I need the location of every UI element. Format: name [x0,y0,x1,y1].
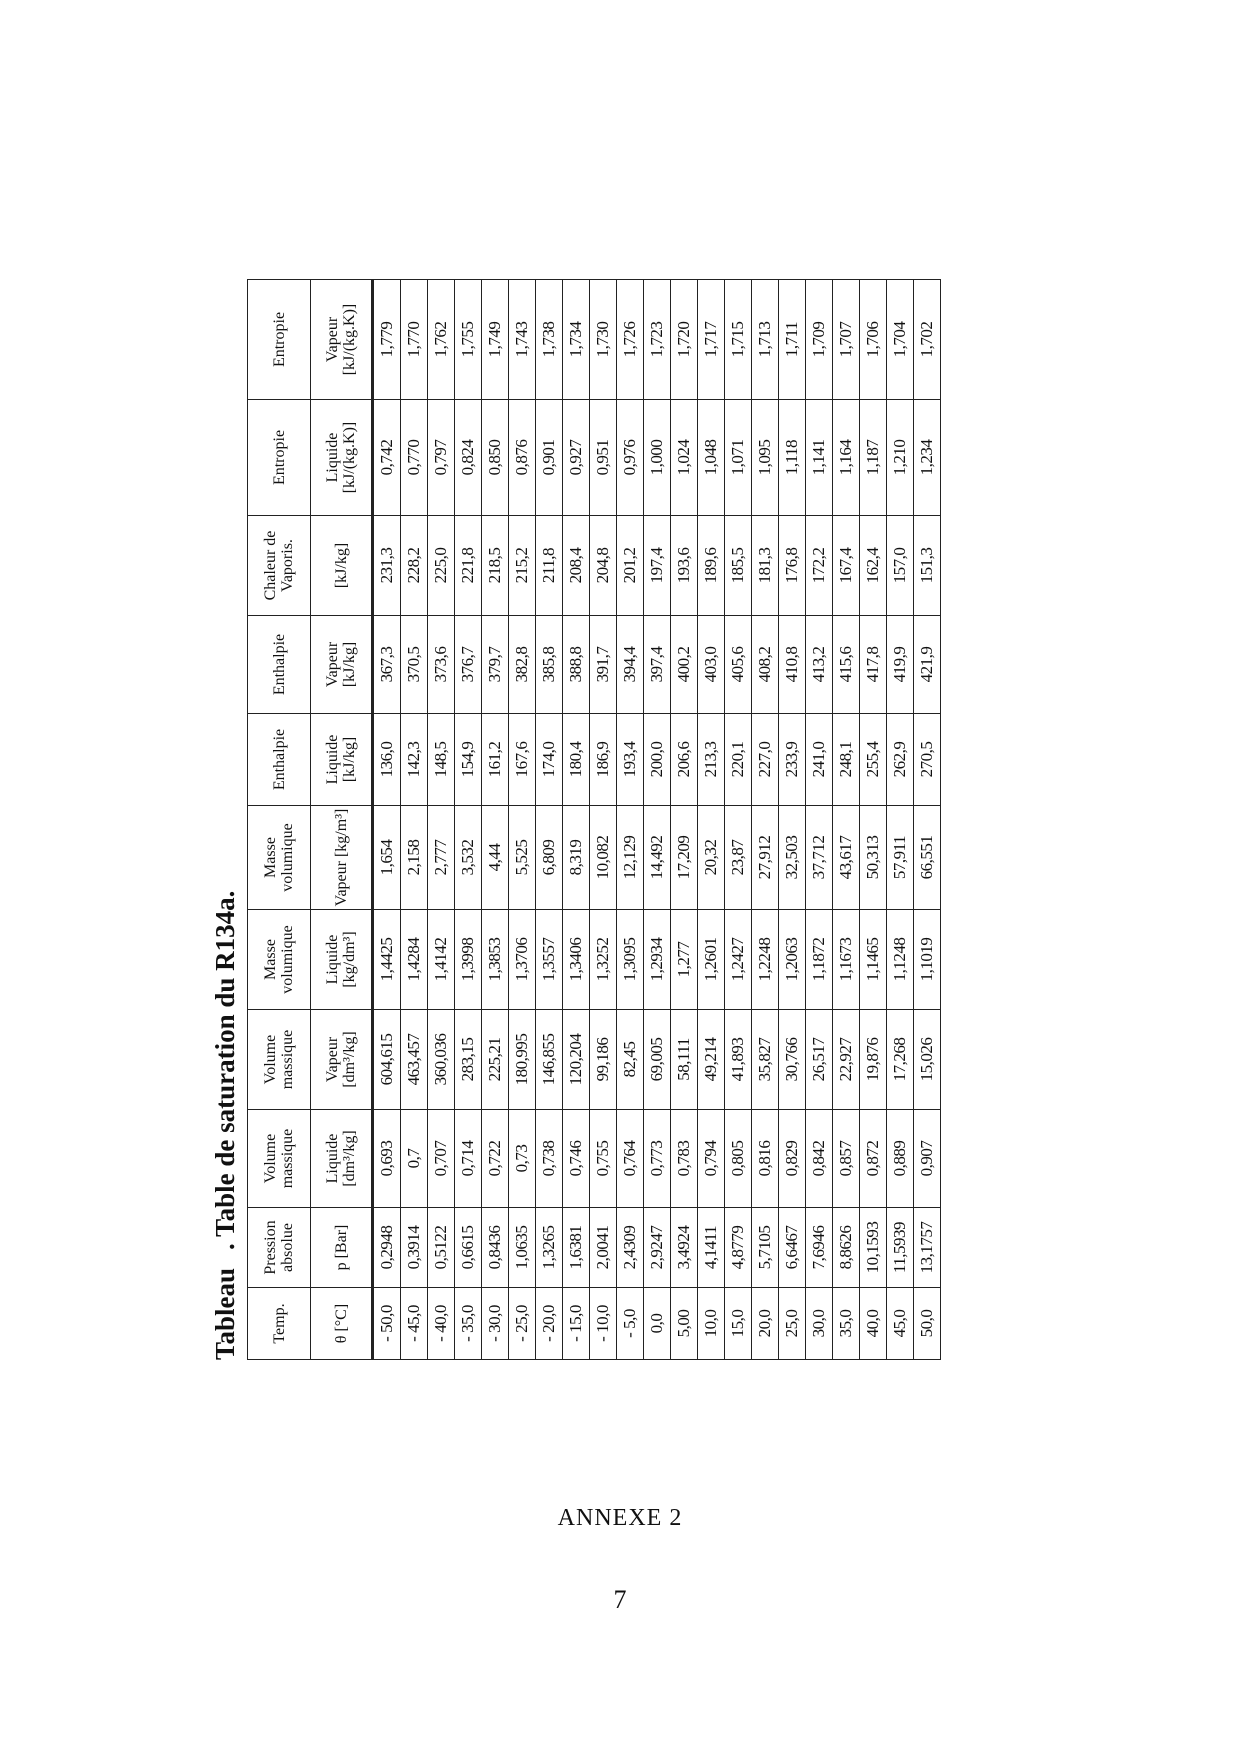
table-cell: 1,706 [860,280,887,400]
table-cell: 41,893 [725,1010,752,1110]
table-cell: 388,8 [563,616,590,714]
table-cell: 2,158 [401,806,428,910]
table-cell: 201,2 [617,516,644,616]
header-top-cell: Enthalpie [248,616,311,714]
table-cell: 1,702 [914,280,941,400]
table-cell: 17,268 [887,1010,914,1110]
table-cell: 370,5 [401,616,428,714]
header-sub-cell: Liquide [kJ/kg] [311,714,373,806]
table-cell: 32,503 [779,806,806,910]
table-cell: 1,3557 [536,910,563,1010]
table-cell: - 15,0 [563,1288,590,1360]
table-cell: 225,0 [428,516,455,616]
table-cell: 15,0 [725,1288,752,1360]
header-top-cell: Enthalpie [248,714,311,806]
table-cell: 1,654 [373,806,401,910]
table-cell: 0,794 [698,1110,725,1208]
table-cell: 1,6381 [563,1208,590,1288]
table-cell: 37,712 [806,806,833,910]
table-cell: 193,6 [671,516,698,616]
table-cell: 367,3 [373,616,401,714]
table-cell: 1,1673 [833,910,860,1010]
table-cell: 0,714 [455,1110,482,1208]
saturation-table [247,279,941,1360]
table-cell: 20,32 [698,806,725,910]
header-sub-cell: Vapeur [kg/m³] [311,806,373,910]
table-cell: 142,3 [401,714,428,806]
table-cell: 0,783 [671,1110,698,1208]
table-cell: 1,048 [698,400,725,516]
header-sub-cell: Vapeur [dm³/kg] [311,1010,373,1110]
table-cell: 0,850 [482,400,509,516]
table-row [752,280,779,1360]
table-cell: 161,2 [482,714,509,806]
table-cell: 397,4 [644,616,671,714]
table-cell: 1,738 [536,280,563,400]
table-cell: 0,722 [482,1110,509,1208]
table-cell: 1,071 [725,400,752,516]
table-cell: 25,0 [779,1288,806,1360]
page-number: 7 [613,1585,627,1614]
table-cell: 0,857 [833,1110,860,1208]
table-cell: 6,6467 [779,1208,806,1288]
table-title [210,280,241,1360]
table-cell: 66,551 [914,806,941,910]
table-cell: 0,73 [509,1110,536,1208]
table-cell: 1,210 [887,400,914,516]
table-cell: 14,492 [644,806,671,910]
table-cell: 69,005 [644,1010,671,1110]
table-cell: 0,742 [373,400,401,516]
table-cell: 1,734 [563,280,590,400]
table-cell: 1,3095 [617,910,644,1010]
table-cell: 11,5939 [887,1208,914,1288]
table-cell: 10,0 [698,1288,725,1360]
table-row [455,280,482,1360]
table-row [725,280,752,1360]
header-top-cell: Volume massique [248,1110,311,1208]
table-title-prefix: Tableau [210,1267,240,1360]
table-cell: 421,9 [914,616,941,714]
table-cell: 4,44 [482,806,509,910]
table-cell: 1,711 [779,280,806,400]
table-cell: 413,2 [806,616,833,714]
table-cell: 1,1019 [914,910,941,1010]
table-cell: 283,15 [455,1010,482,1110]
table-cell: 82,45 [617,1010,644,1110]
table-cell: 148,5 [428,714,455,806]
table-cell: 1,2934 [644,910,671,1010]
table-cell: 1,749 [482,280,509,400]
table-cell: 27,912 [752,806,779,910]
table-cell: 1,720 [671,280,698,400]
table-cell: 1,0635 [509,1208,536,1288]
table-cell: 221,8 [455,516,482,616]
table-cell: 1,3252 [590,910,617,1010]
table-cell: 0,872 [860,1110,887,1208]
table-cell: 154,9 [455,714,482,806]
table-cell: 0,951 [590,400,617,516]
header-row-sub [311,280,373,1360]
table-cell: 30,766 [779,1010,806,1110]
header-top-cell: Masse volumique [248,806,311,910]
table-cell: - 40,0 [428,1288,455,1360]
table-cell: 403,0 [698,616,725,714]
table-cell: 1,704 [887,280,914,400]
annexe-label: ANNEXE 2 [557,1505,683,1531]
table-cell: 382,8 [509,616,536,714]
table-row [536,280,563,1360]
table-cell: - 30,0 [482,1288,509,1360]
table-cell: 2,777 [428,806,455,910]
table-cell: 185,5 [725,516,752,616]
table-cell: 200,0 [644,714,671,806]
table-cell: 1,095 [752,400,779,516]
table-row [914,280,941,1360]
table-cell: 7,6946 [806,1208,833,1288]
table-cell: 40,0 [860,1288,887,1360]
table-cell: 23,87 [725,806,752,910]
table-cell: 167,6 [509,714,536,806]
table-cell: 0,824 [455,400,482,516]
table-row [779,280,806,1360]
table-cell: 410,8 [779,616,806,714]
table-cell: 0,770 [401,400,428,516]
table-cell: 197,4 [644,516,671,616]
table-cell: 6,809 [536,806,563,910]
table-row [833,280,860,1360]
table-cell: 17,209 [671,806,698,910]
table-cell: 206,6 [671,714,698,806]
table-cell: 1,3998 [455,910,482,1010]
header-top-cell: Pression absolue [248,1208,311,1288]
table-cell: 1,187 [860,400,887,516]
table-cell: 3,4924 [671,1208,698,1288]
table-cell: 8,319 [563,806,590,910]
table-cell: 262,9 [887,714,914,806]
table-cell: 50,313 [860,806,887,910]
table-cell: 174,0 [536,714,563,806]
table-cell: - 50,0 [373,1288,401,1360]
table-cell: 146,855 [536,1010,563,1110]
table-cell: 45,0 [887,1288,914,1360]
table-cell: 2,9247 [644,1208,671,1288]
table-cell: 57,911 [887,806,914,910]
table-cell: 13,1757 [914,1208,941,1288]
table-cell: 211,8 [536,516,563,616]
rotated-table-block [210,280,941,1360]
table-cell: 49,214 [698,1010,725,1110]
table-cell: 373,6 [428,616,455,714]
table-cell: 379,7 [482,616,509,714]
table-cell: 270,5 [914,714,941,806]
table-cell: 1,2601 [698,910,725,1010]
table-cell: 0,889 [887,1110,914,1208]
table-cell: 26,517 [806,1010,833,1110]
table-cell: 162,4 [860,516,887,616]
table-cell: 1,000 [644,400,671,516]
table-cell: 157,0 [887,516,914,616]
table-cell: 0,5122 [428,1208,455,1288]
table-cell: 419,9 [887,616,914,714]
table-cell: 1,2427 [725,910,752,1010]
table-cell: 0,738 [536,1110,563,1208]
header-sub-cell: Liquide [kg/dm³] [311,910,373,1010]
table-cell: 10,1593 [860,1208,887,1288]
table-cell: 385,8 [536,616,563,714]
table-cell: 5,525 [509,806,536,910]
table-cell: 35,0 [833,1288,860,1360]
header-top-cell: Entropie [248,400,311,516]
table-cell: 22,927 [833,1010,860,1110]
table-cell: 99,186 [590,1010,617,1110]
table-cell: 0,901 [536,400,563,516]
table-cell: 1,2248 [752,910,779,1010]
table-title-main: . Table de saturation du R134a. [210,890,240,1250]
header-top-cell: Entropie [248,280,311,400]
table-cell: 1,4425 [373,910,401,1010]
table-cell: 417,8 [860,616,887,714]
table-cell: 58,111 [671,1010,698,1110]
table-cell: 5,00 [671,1288,698,1360]
table-cell: 15,026 [914,1010,941,1110]
table-row [563,280,590,1360]
table-row [373,280,401,1360]
table-cell: 4,1411 [698,1208,725,1288]
header-sub-cell: Vapeur [kJ/(kg.K)] [311,280,373,400]
table-row [698,280,725,1360]
table-cell: 1,3706 [509,910,536,1010]
table-cell: 172,2 [806,516,833,616]
table-body [373,280,941,1360]
table-cell: 0,907 [914,1110,941,1208]
table-cell: 1,743 [509,280,536,400]
header-row-top [248,280,311,1360]
table-row [806,280,833,1360]
table-cell: 0,746 [563,1110,590,1208]
table-cell: 1,4142 [428,910,455,1010]
table-cell: 0,797 [428,400,455,516]
table-cell: 1,717 [698,280,725,400]
table-cell: 0,3914 [401,1208,428,1288]
table-cell: 213,3 [698,714,725,806]
table-cell: 120,204 [563,1010,590,1110]
table-row [617,280,644,1360]
header-top-cell: Volume massique [248,1010,311,1110]
table-cell: 0,829 [779,1110,806,1208]
table-cell: 204,8 [590,516,617,616]
table-cell: 231,3 [373,516,401,616]
table-cell: 1,1465 [860,910,887,1010]
table-row [644,280,671,1360]
table-cell: 180,4 [563,714,590,806]
table-cell: 167,4 [833,516,860,616]
table-cell: 225,21 [482,1010,509,1110]
table-cell: 208,4 [563,516,590,616]
table-row [860,280,887,1360]
table-cell: 233,9 [779,714,806,806]
table-cell: 1,118 [779,400,806,516]
table-cell: 1,2063 [779,910,806,1010]
table-cell: 1,4284 [401,910,428,1010]
table-row [671,280,698,1360]
table-cell: 189,6 [698,516,725,616]
table-cell: 0,0 [644,1288,671,1360]
table-cell: 1,779 [373,280,401,400]
table-cell: 0,976 [617,400,644,516]
table-cell: 5,7105 [752,1208,779,1288]
table-cell: 408,2 [752,616,779,714]
table-cell: 228,2 [401,516,428,616]
table-cell: 391,7 [590,616,617,714]
table-cell: 1,3265 [536,1208,563,1288]
table-cell: 180,995 [509,1010,536,1110]
table-cell: 43,617 [833,806,860,910]
table-cell: 2,0041 [590,1208,617,1288]
table-cell: 1,164 [833,400,860,516]
table-cell: 136,0 [373,714,401,806]
table-cell: - 20,0 [536,1288,563,1360]
table-cell: 0,805 [725,1110,752,1208]
table-cell: 220,1 [725,714,752,806]
table-cell: 215,2 [509,516,536,616]
table-cell: 1,3406 [563,910,590,1010]
table-cell: 1,755 [455,280,482,400]
table-cell: 0,8436 [482,1208,509,1288]
table-cell: 1,277 [671,910,698,1010]
table-cell: - 5,0 [617,1288,644,1360]
table-cell: - 35,0 [455,1288,482,1360]
table-cell: 376,7 [455,616,482,714]
table-cell: 0,773 [644,1110,671,1208]
header-sub-cell: Liquide [dm³/kg] [311,1110,373,1208]
table-row [401,280,428,1360]
table-row [887,280,914,1360]
table-cell: 8,8626 [833,1208,860,1288]
table-cell: - 25,0 [509,1288,536,1360]
table-cell: 0,927 [563,400,590,516]
table-cell: 0,755 [590,1110,617,1208]
table-cell: 255,4 [860,714,887,806]
table-cell: 1,713 [752,280,779,400]
header-top-cell: Temp. [248,1288,311,1360]
table-cell: 604,615 [373,1010,401,1110]
table-cell: 4,8779 [725,1208,752,1288]
table-cell: 0,2948 [373,1208,401,1288]
table-row [509,280,536,1360]
header-sub-cell: [kJ/kg] [311,516,373,616]
table-cell: 394,4 [617,616,644,714]
header-top-cell: Masse volumique [248,910,311,1010]
header-sub-cell: Liquide [kJ/(kg.K)] [311,400,373,516]
table-cell: 3,532 [455,806,482,910]
table-cell: 241,0 [806,714,833,806]
table-cell: 0,6615 [455,1208,482,1288]
table-cell: 218,5 [482,516,509,616]
table-cell: 35,827 [752,1010,779,1110]
table-cell: 1,1248 [887,910,914,1010]
table-cell: 1,234 [914,400,941,516]
table-cell: 0,693 [373,1110,401,1208]
table-cell: 1,709 [806,280,833,400]
table-cell: 20,0 [752,1288,779,1360]
table-cell: 1,3853 [482,910,509,1010]
table-cell: 463,457 [401,1010,428,1110]
table-cell: 1,723 [644,280,671,400]
table-cell: 0,7 [401,1110,428,1208]
table-cell: 1,141 [806,400,833,516]
table-cell: 1,730 [590,280,617,400]
table-cell: 0,764 [617,1110,644,1208]
table-cell: 248,1 [833,714,860,806]
table-cell: 10,082 [590,806,617,910]
table-row [428,280,455,1360]
table-cell: 1,707 [833,280,860,400]
table-cell: 186,9 [590,714,617,806]
table-cell: 1,762 [428,280,455,400]
table-cell: 176,8 [779,516,806,616]
table-cell: 0,816 [752,1110,779,1208]
table-cell: 193,4 [617,714,644,806]
table-cell: 400,2 [671,616,698,714]
table-cell: 227,0 [752,714,779,806]
table-cell: 30,0 [806,1288,833,1360]
table-cell: - 10,0 [590,1288,617,1360]
table-cell: 0,876 [509,400,536,516]
table-cell: 1,024 [671,400,698,516]
header-sub-cell: p [Bar] [311,1208,373,1288]
table-row [590,280,617,1360]
table-cell: 151,3 [914,516,941,616]
table-cell: 19,876 [860,1010,887,1110]
table-cell: 0,707 [428,1110,455,1208]
table-cell: 1,1872 [806,910,833,1010]
table-cell: 360,036 [428,1010,455,1110]
table-cell: 405,6 [725,616,752,714]
table-cell: 50,0 [914,1288,941,1360]
table-cell: 1,715 [725,280,752,400]
table-cell: 0,842 [806,1110,833,1208]
table-row [482,280,509,1360]
header-sub-cell: Vapeur [kJ/kg] [311,616,373,714]
table-cell: - 45,0 [401,1288,428,1360]
table-cell: 12,129 [617,806,644,910]
header-top-cell: Chaleur de Vaporis. [248,516,311,616]
table-cell: 1,770 [401,280,428,400]
table-cell: 1,726 [617,280,644,400]
table-cell: 181,3 [752,516,779,616]
table-cell: 2,4309 [617,1208,644,1288]
header-sub-cell: θ [°C] [311,1288,373,1360]
table-cell: 415,6 [833,616,860,714]
